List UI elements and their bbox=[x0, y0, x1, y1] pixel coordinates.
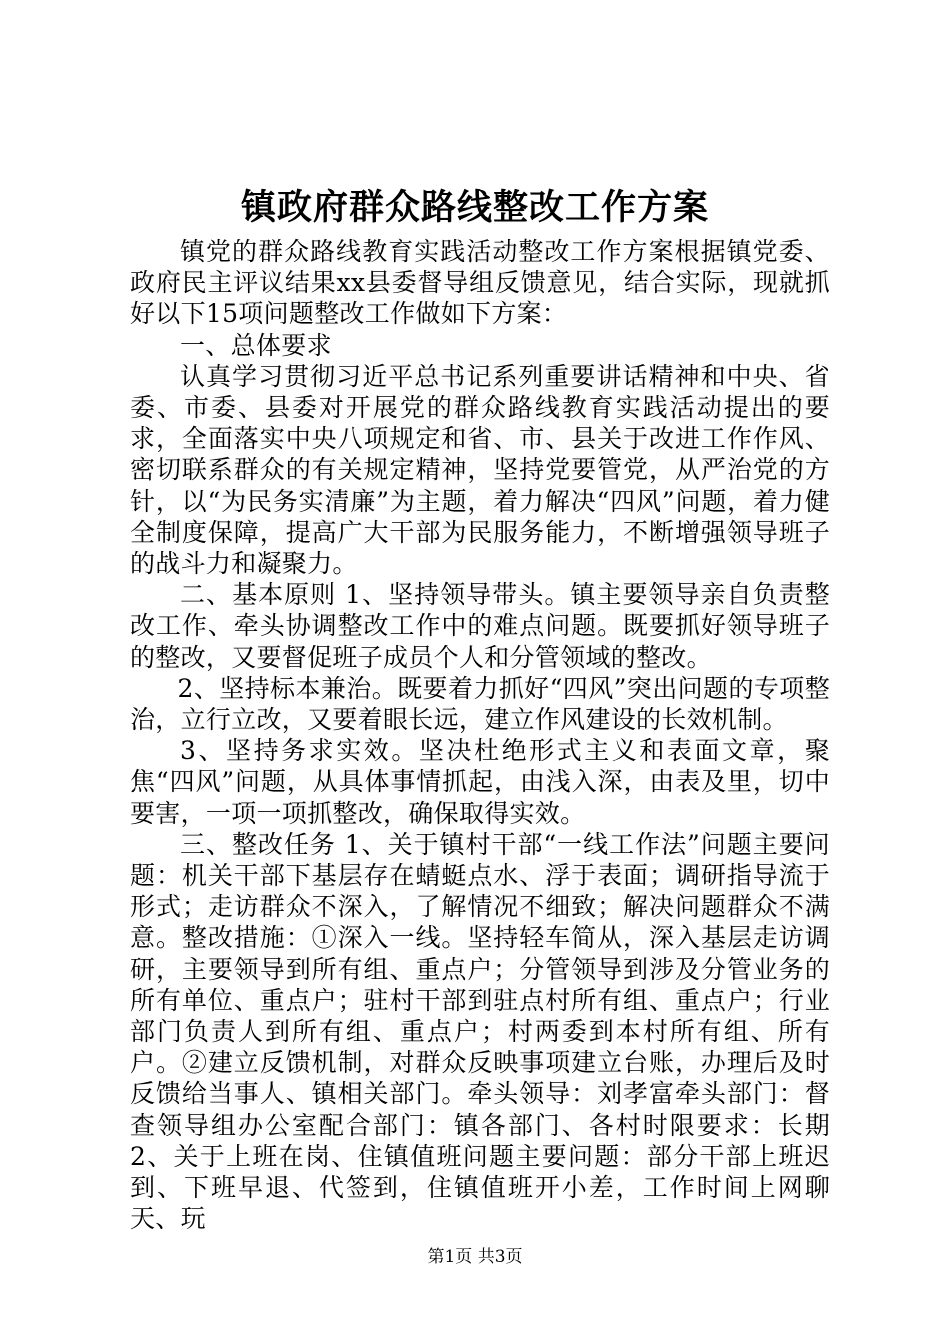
section-heading-general-requirements: 一、总体要求 bbox=[180, 330, 332, 360]
paragraph-principle-2: 2、坚持标本兼治。既要着力抓好“四风”突出问题的专项整治，立行立改，又要着眼长远，建立作风建设的长效机制。 bbox=[130, 673, 830, 735]
document-title: 镇政府群众路线整改工作方案 bbox=[240, 187, 709, 228]
paragraph-principle-3: 3、坚持务求实效。坚决杜绝形式主义和表面文章，聚焦“四风”问题，从具体事情抓起，由浅入深，由表及里，切中要害，一项一项抓整改，确保取得实效。 bbox=[130, 736, 830, 828]
page-footer: 第1页 共3页 bbox=[427, 1247, 523, 1267]
paragraph-intro: 镇党的群众路线教育实践活动整改工作方案根据镇党委、政府民主评议结果xx县委督导组反馈意见，结合实际，现就抓好以下15项问题整改工作做如下方案： bbox=[130, 237, 830, 329]
paragraph-rectification-tasks: 三、整改任务 1、关于镇村干部“一线工作法”问题主要问题：机关干部下基层存在蜻蜓点水、浮于表面；调研指导流于形式；走访群众不深入，了解情况不细致；解决问题群众不满意。整改措施：①深入一线。坚持轻车简从，深入基层走访调研，主要领导到所有组、重点户；分管领导到涉及分管业务的所有单位、重点户；驻村干部到驻点村所有组、重点户；行业部门负责人到所有组、重点户；村两委到本村所有组、所有户。②建立反馈机制，对群众反映事项建立台账，办理后及时反馈给当事人、镇相关部门。牵头领导：刘孝富牵头部门：督查领导组办公室配合部门：镇各部门、各村时限要求：长期 2、关于上班在岗、住镇值班问题主要问题：部分干部上班迟到、下班早退、代签到，住镇值班开小差，工作时间上网聊天、玩 bbox=[130, 829, 830, 1234]
paragraph-general-requirements: 认真学习贯彻习近平总书记系列重要讲话精神和中央、省委、市委、县委对开展党的群众路线教育实践活动提出的要求，全面落实中央八项规定和省、市、县关于改进工作作风、密切联系群众的有关规定精神，坚持党要管党，从严治党的方针，以“为民务实清廉”为主题，着力解决“四风”问题，着力健全制度保障，提高广大干部为民服务能力，不断增强领导班子的战斗力和凝聚力。 bbox=[130, 361, 830, 579]
paragraph-basic-principles: 二、基本原则 1、坚持领导带头。镇主要领导亲自负责整改工作、牵头协调整改工作中的难点问题。既要抓好领导班子的整改，又要督促班子成员个人和分管领域的整改。 bbox=[130, 580, 830, 672]
document-body bbox=[130, 236, 830, 1235]
